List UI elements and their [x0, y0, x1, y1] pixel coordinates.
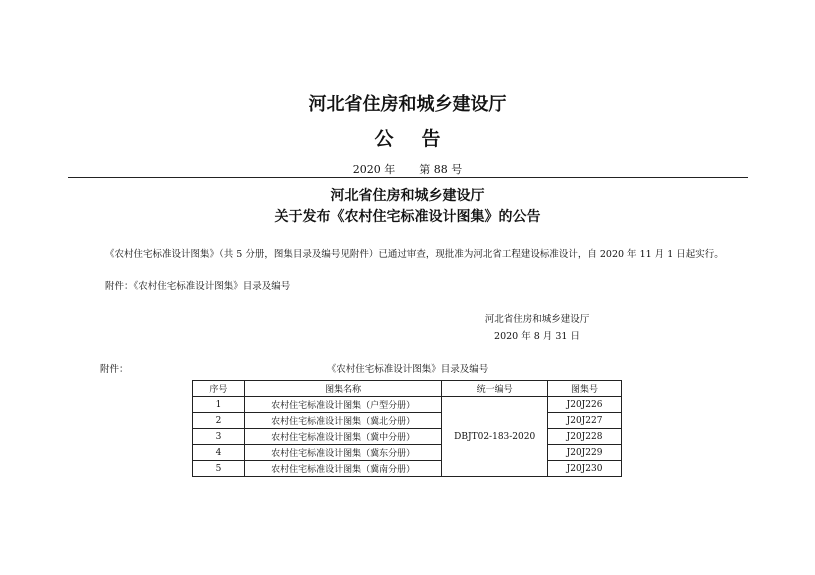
- column-header: 图集名称: [244, 381, 441, 397]
- row-number: 3: [193, 429, 245, 445]
- issuer-name: 河北省住房和城乡建设厅: [308, 94, 507, 115]
- notice-title: 关于发布《农村住宅标准设计图集》的公告: [274, 209, 541, 225]
- table-row: [193, 397, 622, 413]
- notice-title-issuer: 河北省住房和城乡建设厅: [330, 188, 485, 204]
- signature-date: 2020 年 8 月 31 日: [494, 331, 580, 342]
- atlas-code: J20J227: [548, 413, 622, 429]
- unified-code: DBJT02-183-2020: [442, 397, 548, 477]
- atlas-code: J20J229: [548, 445, 622, 461]
- attachment-reference: 附件：《农村住宅标准设计图集》目录及编号: [105, 281, 291, 292]
- table-row: [193, 461, 622, 477]
- atlas-code: J20J230: [548, 461, 622, 477]
- table-header-row: [193, 381, 622, 397]
- column-header: 图集号: [548, 381, 622, 397]
- attachment-label: 附件：: [100, 364, 129, 375]
- atlas-name: 农村住宅标准设计图集（冀北分册）: [244, 413, 441, 429]
- column-header: 统一编号: [442, 381, 548, 397]
- document-number: [0, 161, 815, 177]
- notice-body: 《农村住宅标准设计图集》（共 5 分册，图集目录及编号见附件）已通过审查，现批准为河北省工程建设标准设计，自 2020 年 11 月 1 日起实行。: [105, 249, 724, 260]
- atlas-name: 农村住宅标准设计图集（冀东分册）: [244, 445, 441, 461]
- document-serial: 第 88 号: [419, 163, 463, 176]
- table-row: [193, 445, 622, 461]
- atlas-name: 农村住宅标准设计图集（户型分册）: [244, 397, 441, 413]
- row-number: 1: [193, 397, 245, 413]
- catalog-table: [192, 380, 622, 477]
- row-number: 2: [193, 413, 245, 429]
- header-divider: [68, 177, 748, 178]
- document-year: 2020 年: [352, 163, 396, 176]
- signature-org: 河北省住房和城乡建设厅: [484, 314, 590, 325]
- row-number: 5: [193, 461, 245, 477]
- column-header: 序号: [193, 381, 245, 397]
- table-row: [193, 429, 622, 445]
- catalog-table-title: 《农村住宅标准设计图集》目录及编号: [326, 364, 489, 375]
- atlas-name: 农村住宅标准设计图集（冀南分册）: [244, 461, 441, 477]
- document-type: 公告: [374, 128, 469, 150]
- table-row: [193, 413, 622, 429]
- atlas-code: J20J226: [548, 397, 622, 413]
- signature-block: [472, 311, 602, 345]
- atlas-code: J20J228: [548, 429, 622, 445]
- atlas-name: 农村住宅标准设计图集（冀中分册）: [244, 429, 441, 445]
- row-number: 4: [193, 445, 245, 461]
